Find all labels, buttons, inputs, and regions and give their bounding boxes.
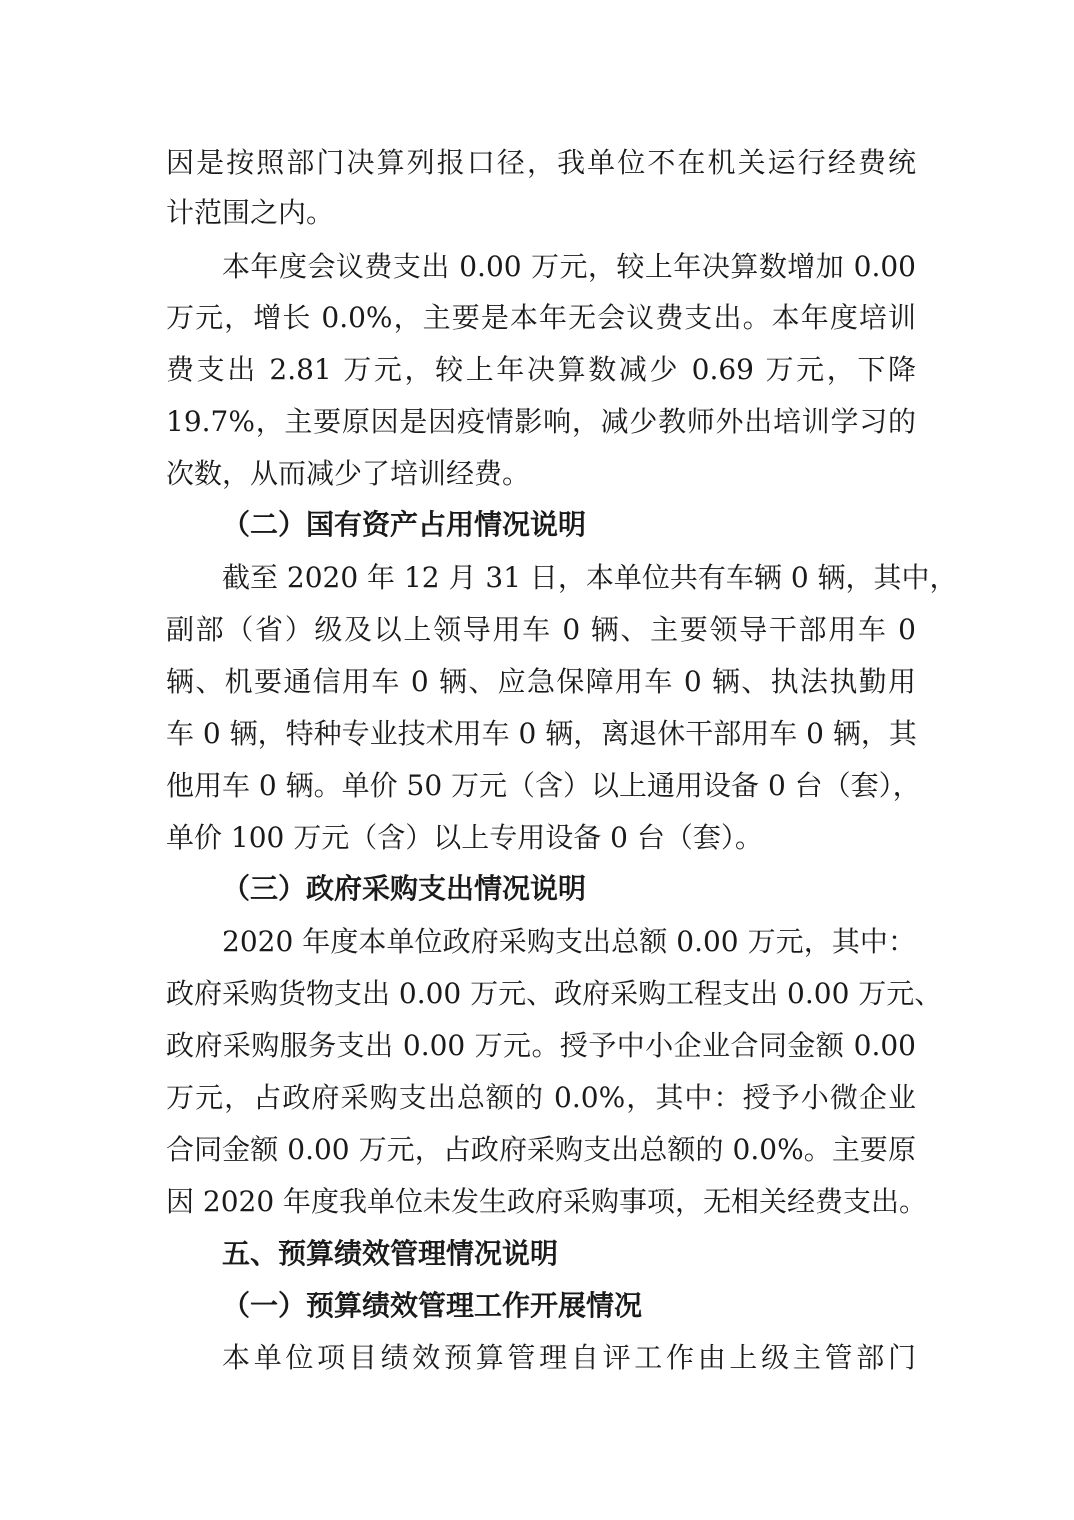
paragraph-line: 19.7%，主要原因是因疫情影响，减少教师外出培训学习的 [166,405,916,438]
chapter-heading: 五、预算绩效管理情况说明 [222,1237,559,1270]
paragraph-line: 本年度会议费支出 0.00 万元，较上年决算数增加 0.00 [222,250,916,283]
paragraph-line: 截至 2020 年 12 月 31 日，本单位共有车辆 0 辆，其中， [222,561,958,594]
paragraph-line: 合同金额 0.00 万元，占政府采购支出总额的 0.0%。主要原 [166,1133,916,1166]
section-heading: （一）预算绩效管理工作开展情况 [222,1289,643,1322]
paragraph-line: 副部（省）级及以上领导用车 0 辆、主要领导干部用车 0 [166,613,916,646]
paragraph-line: 费支出 2.81 万元，较上年决算数减少 0.69 万元，下降 [166,353,916,386]
paragraph-line: 政府采购服务支出 0.00 万元。授予中小企业合同金额 0.00 [166,1029,916,1062]
paragraph-line: 政府采购货物支出 0.00 万元、政府采购工程支出 0.00 万元、 [166,977,943,1010]
paragraph-line: 车 0 辆，特种专业技术用车 0 辆，离退休干部用车 0 辆，其 [166,717,917,750]
paragraph-line: 因 2020 年度我单位未发生政府采购事项，无相关经费支出。 [166,1185,928,1218]
paragraph-line: 计范围之内。 [166,196,335,229]
paragraph-line: 辆、机要通信用车 0 辆、应急保障用车 0 辆、执法执勤用 [166,665,916,698]
section-heading: （三）政府采购支出情况说明 [222,872,587,905]
section-heading: （二）国有资产占用情况说明 [222,508,587,541]
paragraph-line: 2020 年度本单位政府采购支出总额 0.00 万元，其中： [222,925,916,958]
paragraph-line: 单价 100 万元（含）以上专用设备 0 台（套）。 [166,821,763,854]
paragraph-line: 万元，占政府采购支出总额的 0.0%，其中：授予小微企业 [166,1081,916,1114]
paragraph-line: 次数，从而减少了培训经费。 [166,457,531,490]
paragraph-line: 他用车 0 辆。单价 50 万元（含）以上通用设备 0 台（套）， [166,769,921,802]
paragraph-line: 本单位项目绩效预算管理自评工作由上级主管部门 [222,1341,916,1374]
paragraph-line: 因是按照部门决算列报口径，我单位不在机关运行经费统 [166,146,916,179]
paragraph-line: 万元，增长 0.0%，主要是本年无会议费支出。本年度培训 [166,301,916,334]
